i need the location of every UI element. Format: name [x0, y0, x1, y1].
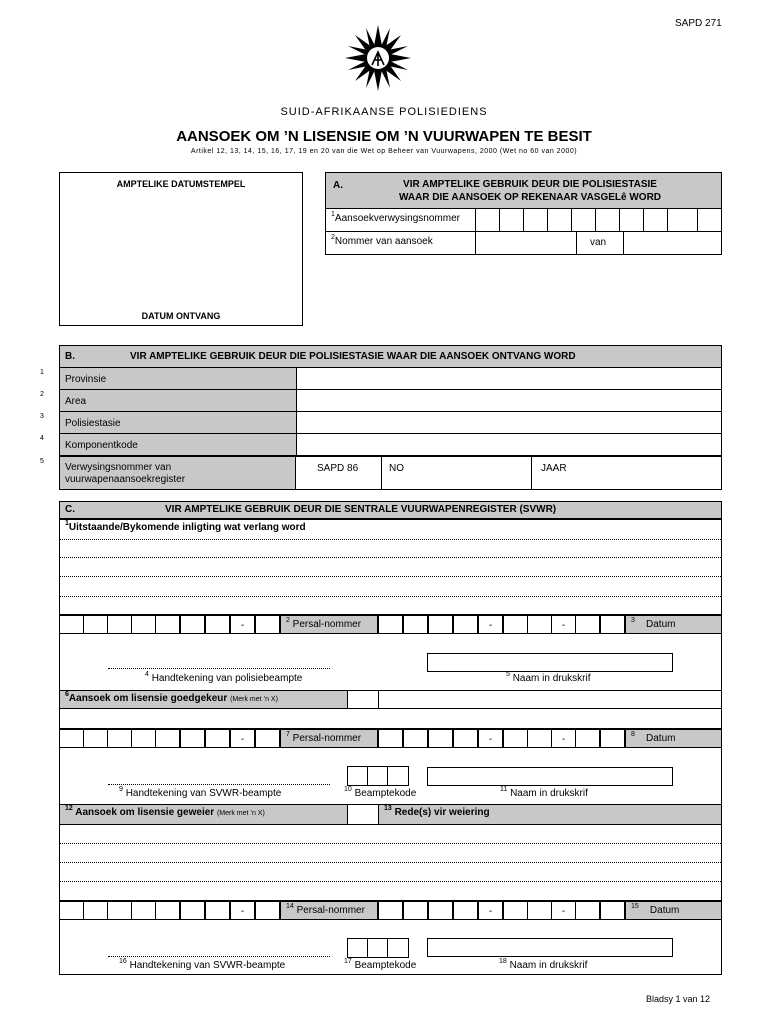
date-received-label: DATUM ONTVANG	[141, 311, 221, 321]
police-signature-line[interactable]	[108, 668, 330, 669]
officer-code-label-2: $^{17}$ Beamptekode	[344, 958, 417, 971]
section-b-input-polisiestasie[interactable]	[298, 412, 720, 433]
dash-cell: -	[478, 729, 503, 748]
section-b-heading: VIR AMPTELIKE GEBRUIK DEUR DIE POLISIESTASIE WAAR DIE AANSOEK ONTVANG WORD	[130, 351, 576, 362]
application-ref-digit-cell[interactable]	[571, 208, 596, 232]
id-digit-cell[interactable]	[83, 615, 108, 634]
persal-digit-cell[interactable]	[575, 901, 600, 920]
section-c-heading: VIR AMPTELIKE GEBRUIK DEUR DIE SENTRALE VUURWAPENREGISTER (SVWR)	[165, 504, 557, 515]
approved-note-input[interactable]	[378, 690, 722, 709]
section-b-label-komponentkode: Komponentkode	[65, 440, 138, 451]
info-required-label: $^1$Uitstaande/Bykomende inligting wat verlang word	[65, 520, 306, 533]
id-digit-cell[interactable]	[131, 901, 156, 920]
persal-digit-cell[interactable]	[503, 901, 528, 920]
register-ref-label-1: Verwysingsnommer van	[65, 462, 172, 473]
date-label: $^3$ Datum	[631, 617, 676, 630]
svwr-name-input-2[interactable]	[427, 938, 673, 957]
id-digit-cell[interactable]	[83, 729, 108, 748]
application-ref-digit-cell[interactable]	[697, 208, 722, 232]
persal-digit-cell[interactable]	[527, 615, 552, 634]
dash-cell: -	[230, 729, 255, 748]
application-ref-digit-cell[interactable]	[643, 208, 668, 232]
persal-digit-cell[interactable]	[600, 901, 625, 920]
persal-digit-cell[interactable]	[453, 615, 478, 634]
no-label: NO	[389, 463, 404, 474]
section-b-label-area: Area	[65, 396, 87, 407]
section-c-letter: C.	[65, 504, 75, 515]
section-b-input-area[interactable]	[298, 390, 720, 411]
section-b-input-provinsie[interactable]	[298, 368, 720, 389]
officer-code-input-1[interactable]	[347, 766, 409, 786]
section-b-label-provinsie: Provinsie	[65, 374, 107, 385]
persal-digit-cell[interactable]	[428, 615, 453, 634]
id-digit-cell[interactable]	[205, 901, 230, 920]
svwr-name-input-1[interactable]	[427, 767, 673, 786]
date-label: $^{15}$ Datum	[631, 903, 680, 916]
page-number: Bladsy 1 van 12	[646, 994, 711, 1004]
approved-label: $^6$Aansoek om lisensie goedgekeur (Merk met ’n X)	[65, 691, 278, 704]
police-name-label: $^5$ Naam in drukskrif	[506, 671, 591, 684]
id-digit-cell[interactable]	[83, 901, 108, 920]
persal-digit-cell[interactable]	[403, 901, 428, 920]
persal-digit-cell[interactable]	[527, 901, 552, 920]
id-digit-cell[interactable]	[255, 615, 280, 634]
persal-digit-cell[interactable]	[378, 729, 403, 748]
dash-cell: -	[230, 615, 255, 634]
application-ref-digit-cell[interactable]	[547, 208, 572, 232]
id-digit-cell[interactable]	[59, 901, 84, 920]
id-digit-cell[interactable]	[205, 729, 230, 748]
persal-digit-cell[interactable]	[403, 729, 428, 748]
persal-label: $^7$ Persal-nommer	[286, 731, 362, 744]
application-ref-digit-cell[interactable]	[595, 208, 620, 232]
info-required-area[interactable]	[59, 519, 722, 615]
application-ref-digit-cell[interactable]	[619, 208, 644, 232]
dash-cell: -	[551, 901, 576, 920]
id-digit-cell[interactable]	[205, 615, 230, 634]
persal-digit-cell[interactable]	[503, 615, 528, 634]
section-b-row-number: 2	[40, 391, 44, 398]
officer-code-label-1: $^{10}$ Beamptekode	[344, 786, 417, 799]
section-b-letter: B.	[65, 351, 75, 362]
persal-digit-cell[interactable]	[503, 729, 528, 748]
persal-digit-cell[interactable]	[453, 901, 478, 920]
application-number-input[interactable]	[476, 232, 576, 254]
svwr-signature-line-1[interactable]	[108, 784, 330, 785]
sapd-86-label: SAPD 86	[317, 463, 359, 474]
section-b-row-number: 1	[40, 369, 44, 376]
application-ref-label: $^1$Aansoekverwysingsnommer	[331, 211, 460, 224]
service-name: SUID-AFRIKAANSE POLISIEDIENS	[280, 106, 488, 118]
refused-checkbox[interactable]	[347, 804, 379, 825]
persal-digit-cell[interactable]	[403, 615, 428, 634]
application-ref-digit-cell[interactable]	[499, 208, 524, 232]
svwr-name-label-1: $^{11}$ Naam in drukskrif	[500, 786, 588, 799]
id-digit-cell[interactable]	[155, 729, 180, 748]
application-ref-digit-cell[interactable]	[523, 208, 548, 232]
dash-cell: -	[230, 901, 255, 920]
persal-label: $^{14}$ Persal-nommer	[286, 903, 365, 916]
persal-digit-cell[interactable]	[428, 729, 453, 748]
application-number-label: $^2$Nommer van aansoek	[331, 234, 433, 247]
section-b-input-komponentkode[interactable]	[298, 434, 720, 455]
persal-digit-cell[interactable]	[575, 729, 600, 748]
refused-label: $^{12}$ Aansoek om lisensie geweier (Merk met ’n X)	[65, 805, 265, 818]
section-b-label-cell	[59, 389, 297, 412]
page-title: AANSOEK OM ’N LISENSIE OM ’N VUURWAPEN TE BESIT	[176, 128, 592, 145]
id-digit-cell[interactable]	[131, 729, 156, 748]
section-a-heading-line1: VIR AMPTELIKE GEBRUIK DEUR DIE POLISIESTASIE	[403, 179, 657, 190]
id-digit-cell[interactable]	[255, 729, 280, 748]
id-digit-cell[interactable]	[131, 615, 156, 634]
svwr-name-label-2: $^{18}$ Naam in drukskrif	[499, 958, 588, 971]
section-a-heading-line2: WAAR DIE AANSOEK OP REKENAAR VASGELê WORD	[398, 192, 662, 203]
page-subtitle: Artikel 12, 13, 14, 15, 16, 17, 19 en 20 van die Wet op Beheer van Vuurwapens, 2000 (Wet no 60 van 2000)	[190, 148, 578, 155]
id-digit-cell[interactable]	[155, 901, 180, 920]
persal-label: $^2$ Persal-nommer	[286, 617, 362, 630]
section-a-letter: A.	[333, 180, 343, 191]
dash-cell: -	[551, 729, 576, 748]
svwr-signature-label-2: $^{16}$ Handtekening van SVWR-beampte	[119, 958, 286, 971]
date-stamp-label: AMPTELIKE DATUMSTEMPEL	[116, 179, 246, 189]
approved-blank-row[interactable]	[59, 708, 722, 729]
persal-digit-cell[interactable]	[600, 615, 625, 634]
refusal-reasons-label: $^{13}$ Rede(s) vir weiering	[384, 805, 490, 818]
officer-code-input-2[interactable]	[347, 938, 409, 958]
date-stamp-box[interactable]	[59, 172, 303, 326]
id-digit-cell[interactable]	[59, 729, 84, 748]
persal-digit-cell[interactable]	[527, 729, 552, 748]
application-ref-digit-cell[interactable]	[475, 208, 500, 232]
section-a-header	[325, 172, 722, 209]
date-label: $^8$ Datum	[631, 731, 676, 744]
id-digit-cell[interactable]	[180, 615, 205, 634]
persal-digit-cell[interactable]	[378, 901, 403, 920]
register-no-input[interactable]	[405, 458, 525, 488]
dash-cell: -	[478, 901, 503, 920]
form-code: SAPD 271	[675, 18, 722, 29]
dash-cell: -	[551, 615, 576, 634]
id-digit-cell[interactable]	[107, 901, 132, 920]
id-digit-cell[interactable]	[155, 615, 180, 634]
id-digit-cell[interactable]	[59, 615, 84, 634]
persal-digit-cell[interactable]	[600, 729, 625, 748]
persal-digit-cell[interactable]	[428, 901, 453, 920]
police-star-emblem-icon	[342, 24, 414, 92]
approved-checkbox[interactable]	[347, 690, 379, 709]
svwr-signature-line-2[interactable]	[108, 956, 330, 957]
persal-digit-cell[interactable]	[575, 615, 600, 634]
section-b-row-number: 4	[40, 435, 44, 442]
jaar-label: JAAR	[541, 463, 567, 474]
van-label: van	[590, 237, 607, 248]
persal-digit-cell[interactable]	[378, 615, 403, 634]
dash-cell: -	[478, 615, 503, 634]
id-digit-cell[interactable]	[180, 901, 205, 920]
id-digit-cell[interactable]	[180, 729, 205, 748]
register-year-input[interactable]	[570, 458, 720, 488]
section-b-row-number: 3	[40, 413, 44, 420]
svwr-signature-label-1: $^9$ Handtekening van SVWR-beampte	[119, 786, 282, 799]
persal-digit-cell[interactable]	[453, 729, 478, 748]
police-name-input[interactable]	[427, 653, 673, 672]
section-b-label-polisiestasie: Polisiestasie	[65, 418, 121, 429]
id-digit-cell[interactable]	[255, 901, 280, 920]
application-total-input[interactable]	[624, 232, 721, 254]
id-digit-cell[interactable]	[107, 729, 132, 748]
id-digit-cell[interactable]	[107, 615, 132, 634]
police-signature-label: $^4$ Handtekening van polisiebeampte	[145, 671, 303, 684]
register-ref-label-2: vuurwapenaansoekregister	[65, 474, 186, 485]
